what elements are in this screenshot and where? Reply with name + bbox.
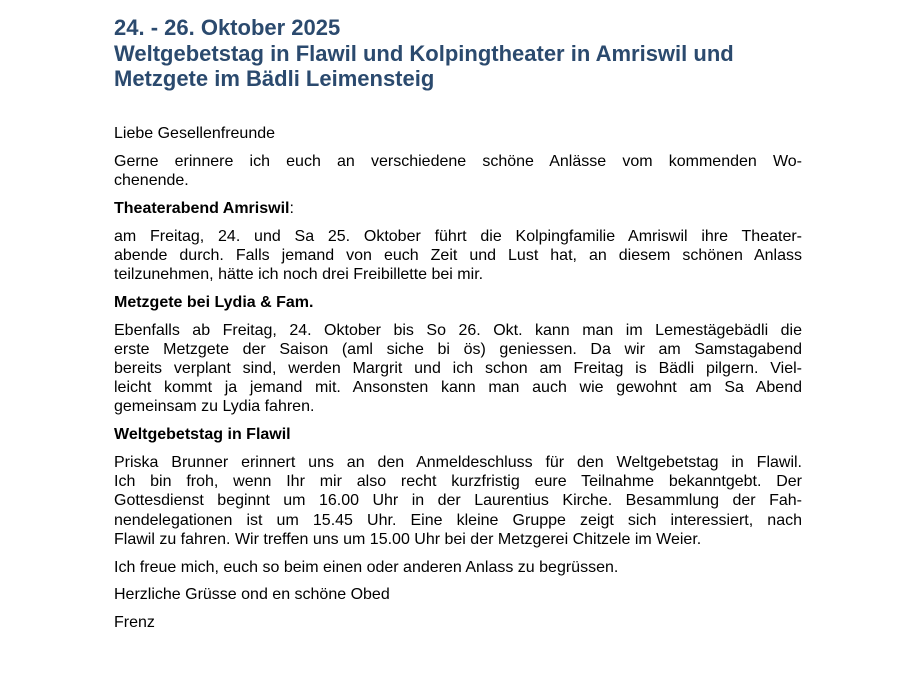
text-line: Flawil zu fahren. Wir treffen uns um 15.00 Uhr bei der Metzgerei Chitzele im Weier. bbox=[114, 530, 702, 548]
intro-paragraph bbox=[114, 152, 802, 190]
section-heading-weltgebetstag: Weltgebetstag in Flawil bbox=[114, 426, 291, 444]
section-heading-theater bbox=[114, 199, 802, 218]
text-line: abende durch. Falls jemand von euch Zeit und Lust hat, an diesem schönen Anlass bbox=[114, 246, 802, 264]
text-line: chenende. bbox=[114, 172, 189, 189]
text-line: Gerne erinnere ich euch an verschiedene schöne Anlässe vom kommenden Wo- bbox=[114, 152, 802, 170]
text-line: teilzunehmen, hätte ich noch drei Freibillette bei mir. bbox=[114, 266, 484, 283]
closing-line: Ich freue mich, euch so beim einen oder anderen Anlass zu begrüssen. bbox=[114, 558, 619, 576]
title-line-2: Metzgete im Bädli Leimensteig bbox=[114, 66, 435, 91]
text-line: nendelegationen ist um 15.45 Uhr. Eine kleine Gruppe zeigt sich interessiert, nach bbox=[114, 511, 802, 529]
greeting: Liebe Gesellenfreunde bbox=[114, 125, 276, 142]
text-line: gemeinsam zu Lydia fahren. bbox=[114, 398, 315, 416]
text-line: bereits verplant sind, werden Margrit und ich schon am Freitag is Bädli pilgern. Viel- bbox=[114, 360, 802, 377]
section-heading-metzgete: Metzgete bei Lydia & Fam. bbox=[114, 293, 314, 311]
regards-line: Herzliche Grüsse ond en schöne Obed bbox=[114, 586, 390, 604]
signature: Frenz bbox=[114, 614, 155, 632]
letter-body bbox=[114, 124, 802, 641]
text-line: erste Metzgete der Saison (aml siche bi ös) geniessen. Da wir am Samstagabend bbox=[114, 340, 802, 358]
metzgete-paragraph bbox=[114, 321, 802, 417]
text-line: Priska Brunner erinnert uns an den Anmeldeschluss für den Weltgebetstag in Flawil. bbox=[114, 454, 802, 471]
title-line-1: Weltgebetstag in Flawil und Kolpingtheater in Amriswil und bbox=[114, 40, 734, 66]
weltgebetstag-paragraph bbox=[114, 453, 802, 549]
section-heading-text: Theaterabend Amriswil bbox=[114, 199, 290, 217]
date-line: 24. - 26. Oktober 2025 bbox=[114, 15, 341, 40]
heading-colon: : bbox=[289, 199, 294, 217]
text-line: Ebenfalls ab Freitag, 24. Oktober bis So 26. Okt. kann man im Lemestägebädli die bbox=[114, 321, 802, 339]
document-heading bbox=[114, 15, 814, 92]
text-line: Ich bin froh, wenn Ihr mir also recht kurzfristig eure Teilnahme bekanntgebt. Der bbox=[114, 473, 802, 491]
theater-paragraph bbox=[114, 227, 802, 285]
text-line: am Freitag, 24. und Sa 25. Oktober führt die Kolpingfamilie Amriswil ihre Theater- bbox=[114, 227, 802, 245]
text-line: leicht kommt ja jemand mit. Ansonsten kann man auch wie gewohnt am Sa Abend bbox=[114, 379, 802, 397]
text-line: Gottesdienst beginnt um 16.00 Uhr in der Laurentius Kirche. Besammlung der Fah- bbox=[114, 492, 802, 510]
